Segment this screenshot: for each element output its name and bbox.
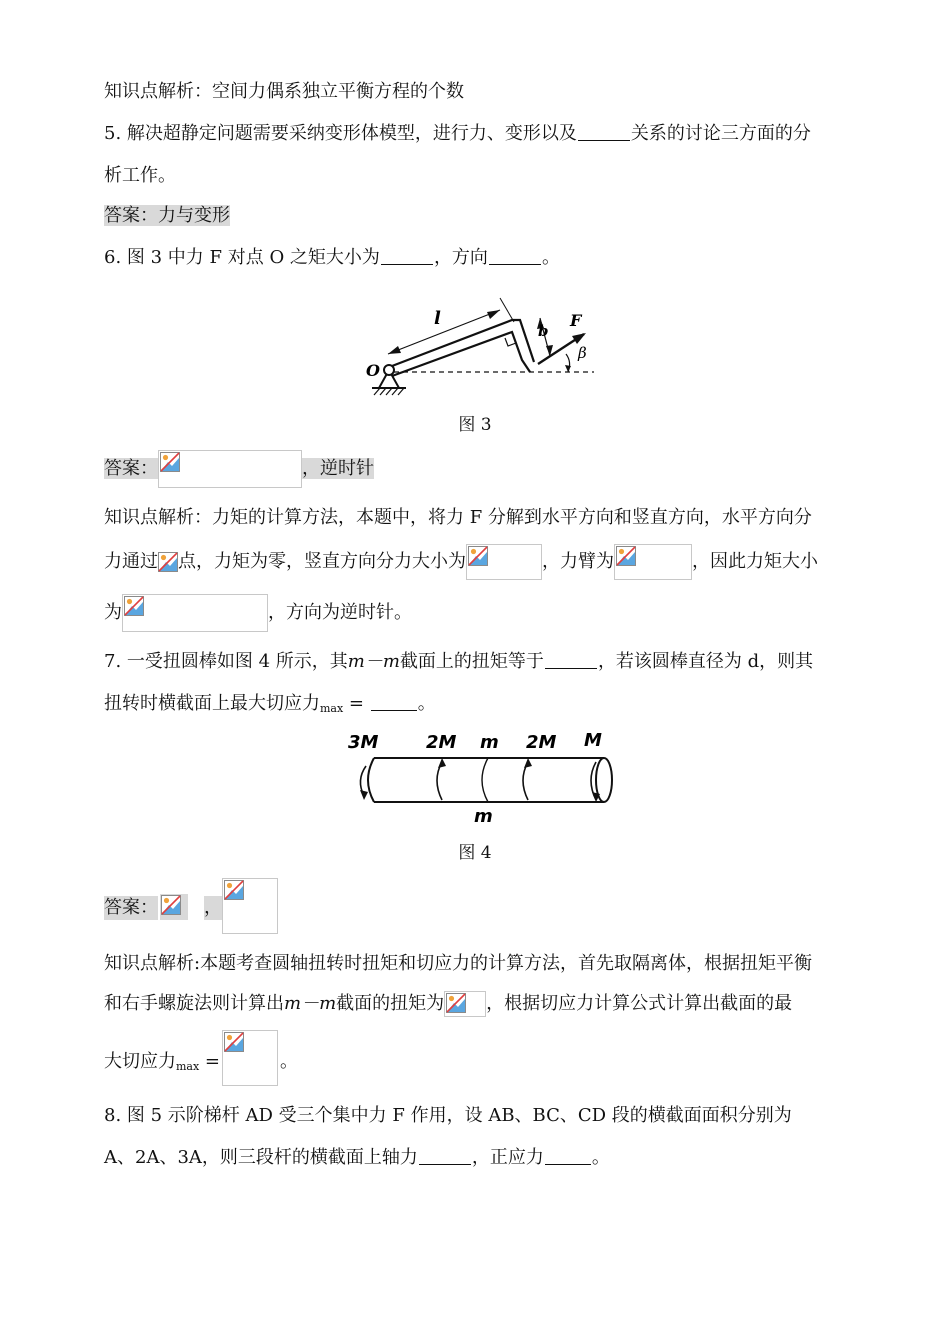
broken-image-icon <box>616 546 636 566</box>
explanation-7-line-3: 大切应力$_{max}$ = 。 <box>104 1030 864 1086</box>
explanation-7-line-2: 和右手螺旋法则计算出m－m截面的扭矩为 ，根据切应力计算公式计算出截面的最 <box>104 990 864 1018</box>
label-3M: 3M <box>348 732 379 753</box>
formula-image <box>222 1030 278 1086</box>
formula-image <box>160 894 188 920</box>
label-M: M <box>584 730 602 751</box>
label-2M-right: 2M <box>526 732 557 753</box>
broken-image-icon <box>158 552 178 572</box>
question-5-line-1: 5. 解决超静定问题需要采纳变形体模型，进行力、变形以及 关系的讨论三方面的分 <box>104 123 811 144</box>
formula-image <box>122 594 268 632</box>
explanation-7-line-1: 知识点解析:本题考查圆轴扭转时扭矩和切应力的计算方法，首先取隔离体，根据扭矩平衡 <box>104 953 813 974</box>
figure-3-caption: 图 3 <box>458 415 492 435</box>
question-7-line-1: 7. 一受扭圆棒如图 4 所示，其m－m截面上的扭矩等于 ，若该圆棒直径为 d，则其 <box>104 651 814 672</box>
answer-5: 答案：力与变形 <box>104 205 230 226</box>
question-5-line-2: 析工作。 <box>104 165 176 186</box>
answer-blank <box>419 1148 471 1165</box>
answer-blank <box>371 694 417 711</box>
broken-image-icon <box>124 596 144 616</box>
formula-image <box>158 450 302 488</box>
label-2M: 2M <box>426 732 457 753</box>
broken-image-icon <box>224 880 244 900</box>
explanation-6-line-3: 为 ，方向为逆时针。 <box>104 594 864 632</box>
question-8-line-1: 8. 图 5 示阶梯杆 AD 受三个集中力 F 作用，设 AB、BC、CD 段的横截面面积分别为 <box>104 1105 792 1126</box>
formula-image <box>614 544 692 580</box>
broken-image-icon <box>161 895 181 915</box>
figure-4-caption: 图 4 <box>458 843 492 863</box>
answer-blank <box>381 248 433 265</box>
explanation-6-line-1: 知识点解析：力矩的计算方法，本题中，将力 F 分解到水平方向和竖直方向，水平方向分 <box>104 507 812 528</box>
question-8-line-2: A、2A、3A，则三段杆的横截面上轴力 ，正应力 。 <box>104 1147 610 1168</box>
knowledge-point-line: 知识点解析：空间力偶系独立平衡方程的个数 <box>104 81 464 102</box>
figure-3-diagram <box>362 296 598 400</box>
label-beta: β <box>578 344 587 362</box>
figure-4-diagram <box>340 726 616 826</box>
answer-blank <box>545 1148 591 1165</box>
formula-image <box>222 878 278 934</box>
formula-image <box>444 991 486 1017</box>
question-6: 6. 图 3 中力 F 对点 O 之矩大小为 ，方向 。 <box>104 247 560 268</box>
label-l: l <box>434 308 441 329</box>
answer-7: 答案： ， <box>104 878 864 934</box>
answer-blank <box>489 248 541 265</box>
label-m-bottom: m <box>474 806 493 826</box>
broken-image-icon <box>446 993 466 1013</box>
broken-image-icon <box>160 452 180 472</box>
broken-image-icon <box>224 1032 244 1052</box>
label-F: F <box>570 311 582 330</box>
answer-blank <box>545 652 597 669</box>
label-m-top: m <box>480 732 499 753</box>
formula-image <box>466 544 542 580</box>
broken-image-icon <box>468 546 488 566</box>
explanation-6-line-2: 力通过 点，力矩为零，竖直方向分力大小为 ，力臂为 ，因此力矩大小 <box>104 544 864 580</box>
answer-6: 答案： ，逆时针 <box>104 450 864 488</box>
label-b: b <box>538 322 549 340</box>
formula-image <box>158 552 178 572</box>
answer-blank <box>578 124 630 141</box>
label-O: O <box>366 361 380 380</box>
question-7-line-2: 扭转时横截面上最大切应力$_{max}$ = 。 <box>104 693 436 715</box>
